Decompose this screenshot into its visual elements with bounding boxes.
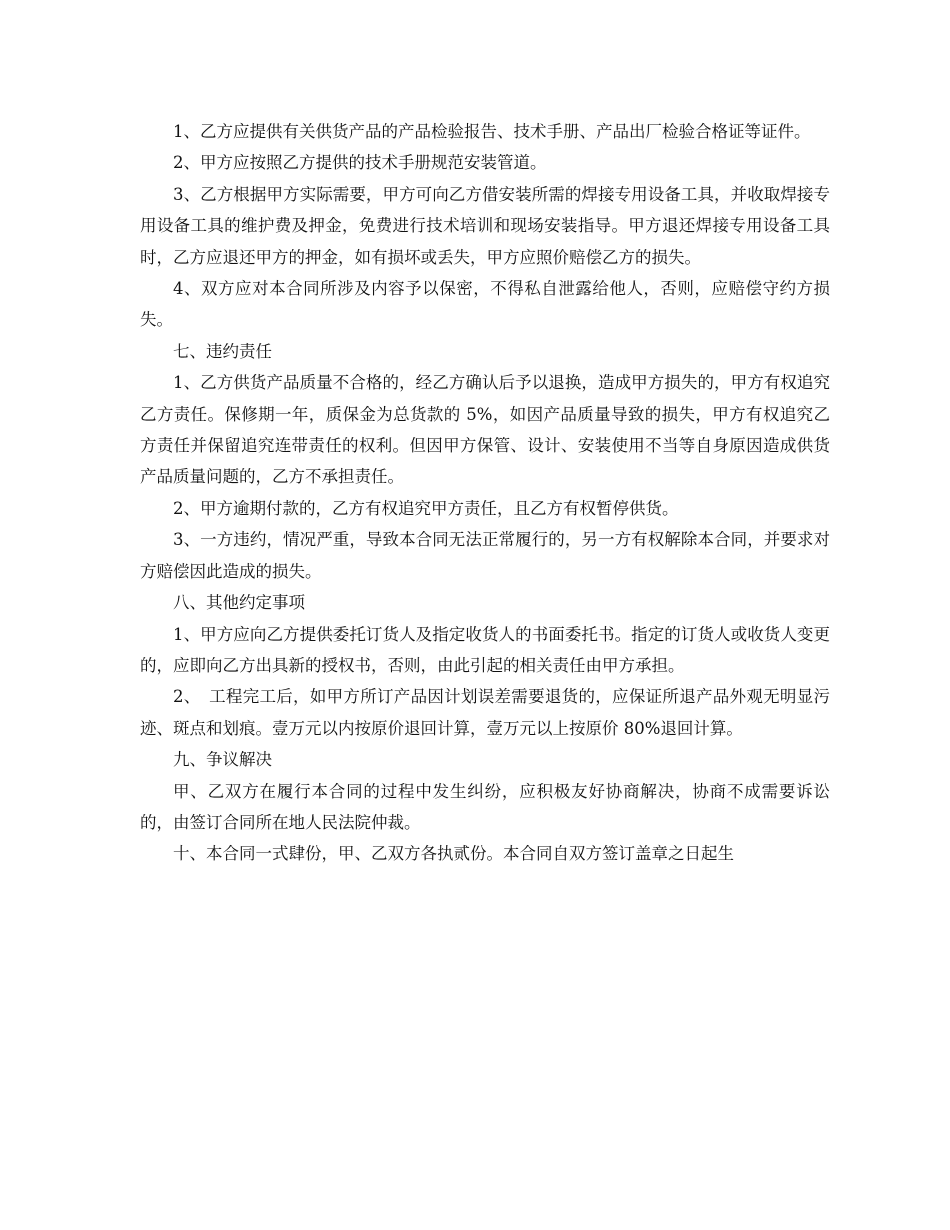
paragraph-returns: 2、 工程完工后，如甲方所订产品因计划误差需要退货的，应保证所退产品外观无明显污迹、斑点和划痕。壹万元以内按原价退回计算，壹万元以上按原价 80%退回计算。 — [140, 687, 830, 738]
paragraph-confidentiality: 4、双方应对本合同所涉及内容予以保密，不得私自泄露给他人，否则，应赔偿守约方损失。 — [140, 279, 830, 330]
paragraph-dispute-resolution: 甲、乙双方在履行本合同的过程中发生纠纷，应积极友好协商解决，协商不成需要诉讼的，由签订合同所在地人民法院仲裁。 — [140, 781, 830, 832]
paragraph-breach-termination: 3、一方违约，情况严重，导致本合同无法正常履行的，另一方有权解除本合同，并要求对方赔偿因此造成的损失。 — [140, 530, 830, 581]
section-heading-dispute: 九、争议解决 — [173, 750, 272, 770]
paragraph-copies-effective: 十、本合同一式肆份，甲、乙双方各执贰份。本合同自双方签订盖章之日起生 — [173, 844, 734, 864]
section-heading-other-terms: 八、其他约定事项 — [173, 593, 305, 613]
paragraph-authorization: 1、甲方应向乙方提供委托订货人及指定收货人的书面委托书。指定的订货人或收货人变更的，应即向乙方出具新的授权书，否则，由此引起的相关责任由甲方承担。 — [140, 624, 830, 675]
paragraph-install-pipes: 2、甲方应按照乙方提供的技术手册规范安装管道。 — [173, 153, 547, 173]
paragraph-late-payment: 2、甲方逾期付款的，乙方有权追究甲方责任，且乙方有权暂停供货。 — [173, 498, 679, 518]
paragraph-welding-tools: 3、乙方根据甲方实际需要，甲方可向乙方借安装所需的焊接专用设备工具，并收取焊接专用设备工具的维护费及押金，免费进行技术培训和现场安装指导。甲方退还焊接专用设备工具时，乙方应退还甲方的押金，如有损坏或丢失，甲方应照价赔偿乙方的损失。 — [140, 184, 830, 267]
document-body — [140, 116, 830, 870]
paragraph-supply-docs: 1、乙方应提供有关供货产品的产品检验报告、技术手册、产品出厂检验合格证等证件。 — [173, 122, 811, 141]
paragraph-quality-liability: 1、乙方供货产品质量不合格的，经乙方确认后予以退换，造成甲方损失的，甲方有权追究乙方责任。保修期一年，质保金为总货款的 5%，如因产品质量导致的损失，甲方有权追究乙方责任并保留追究连带责任的权利。但因甲方保管、设计、安装使用不当等自身原因造成供货产品质量问题的，乙方不承担责任。 — [140, 373, 830, 487]
section-heading-liability: 七、违约责任 — [173, 341, 272, 361]
